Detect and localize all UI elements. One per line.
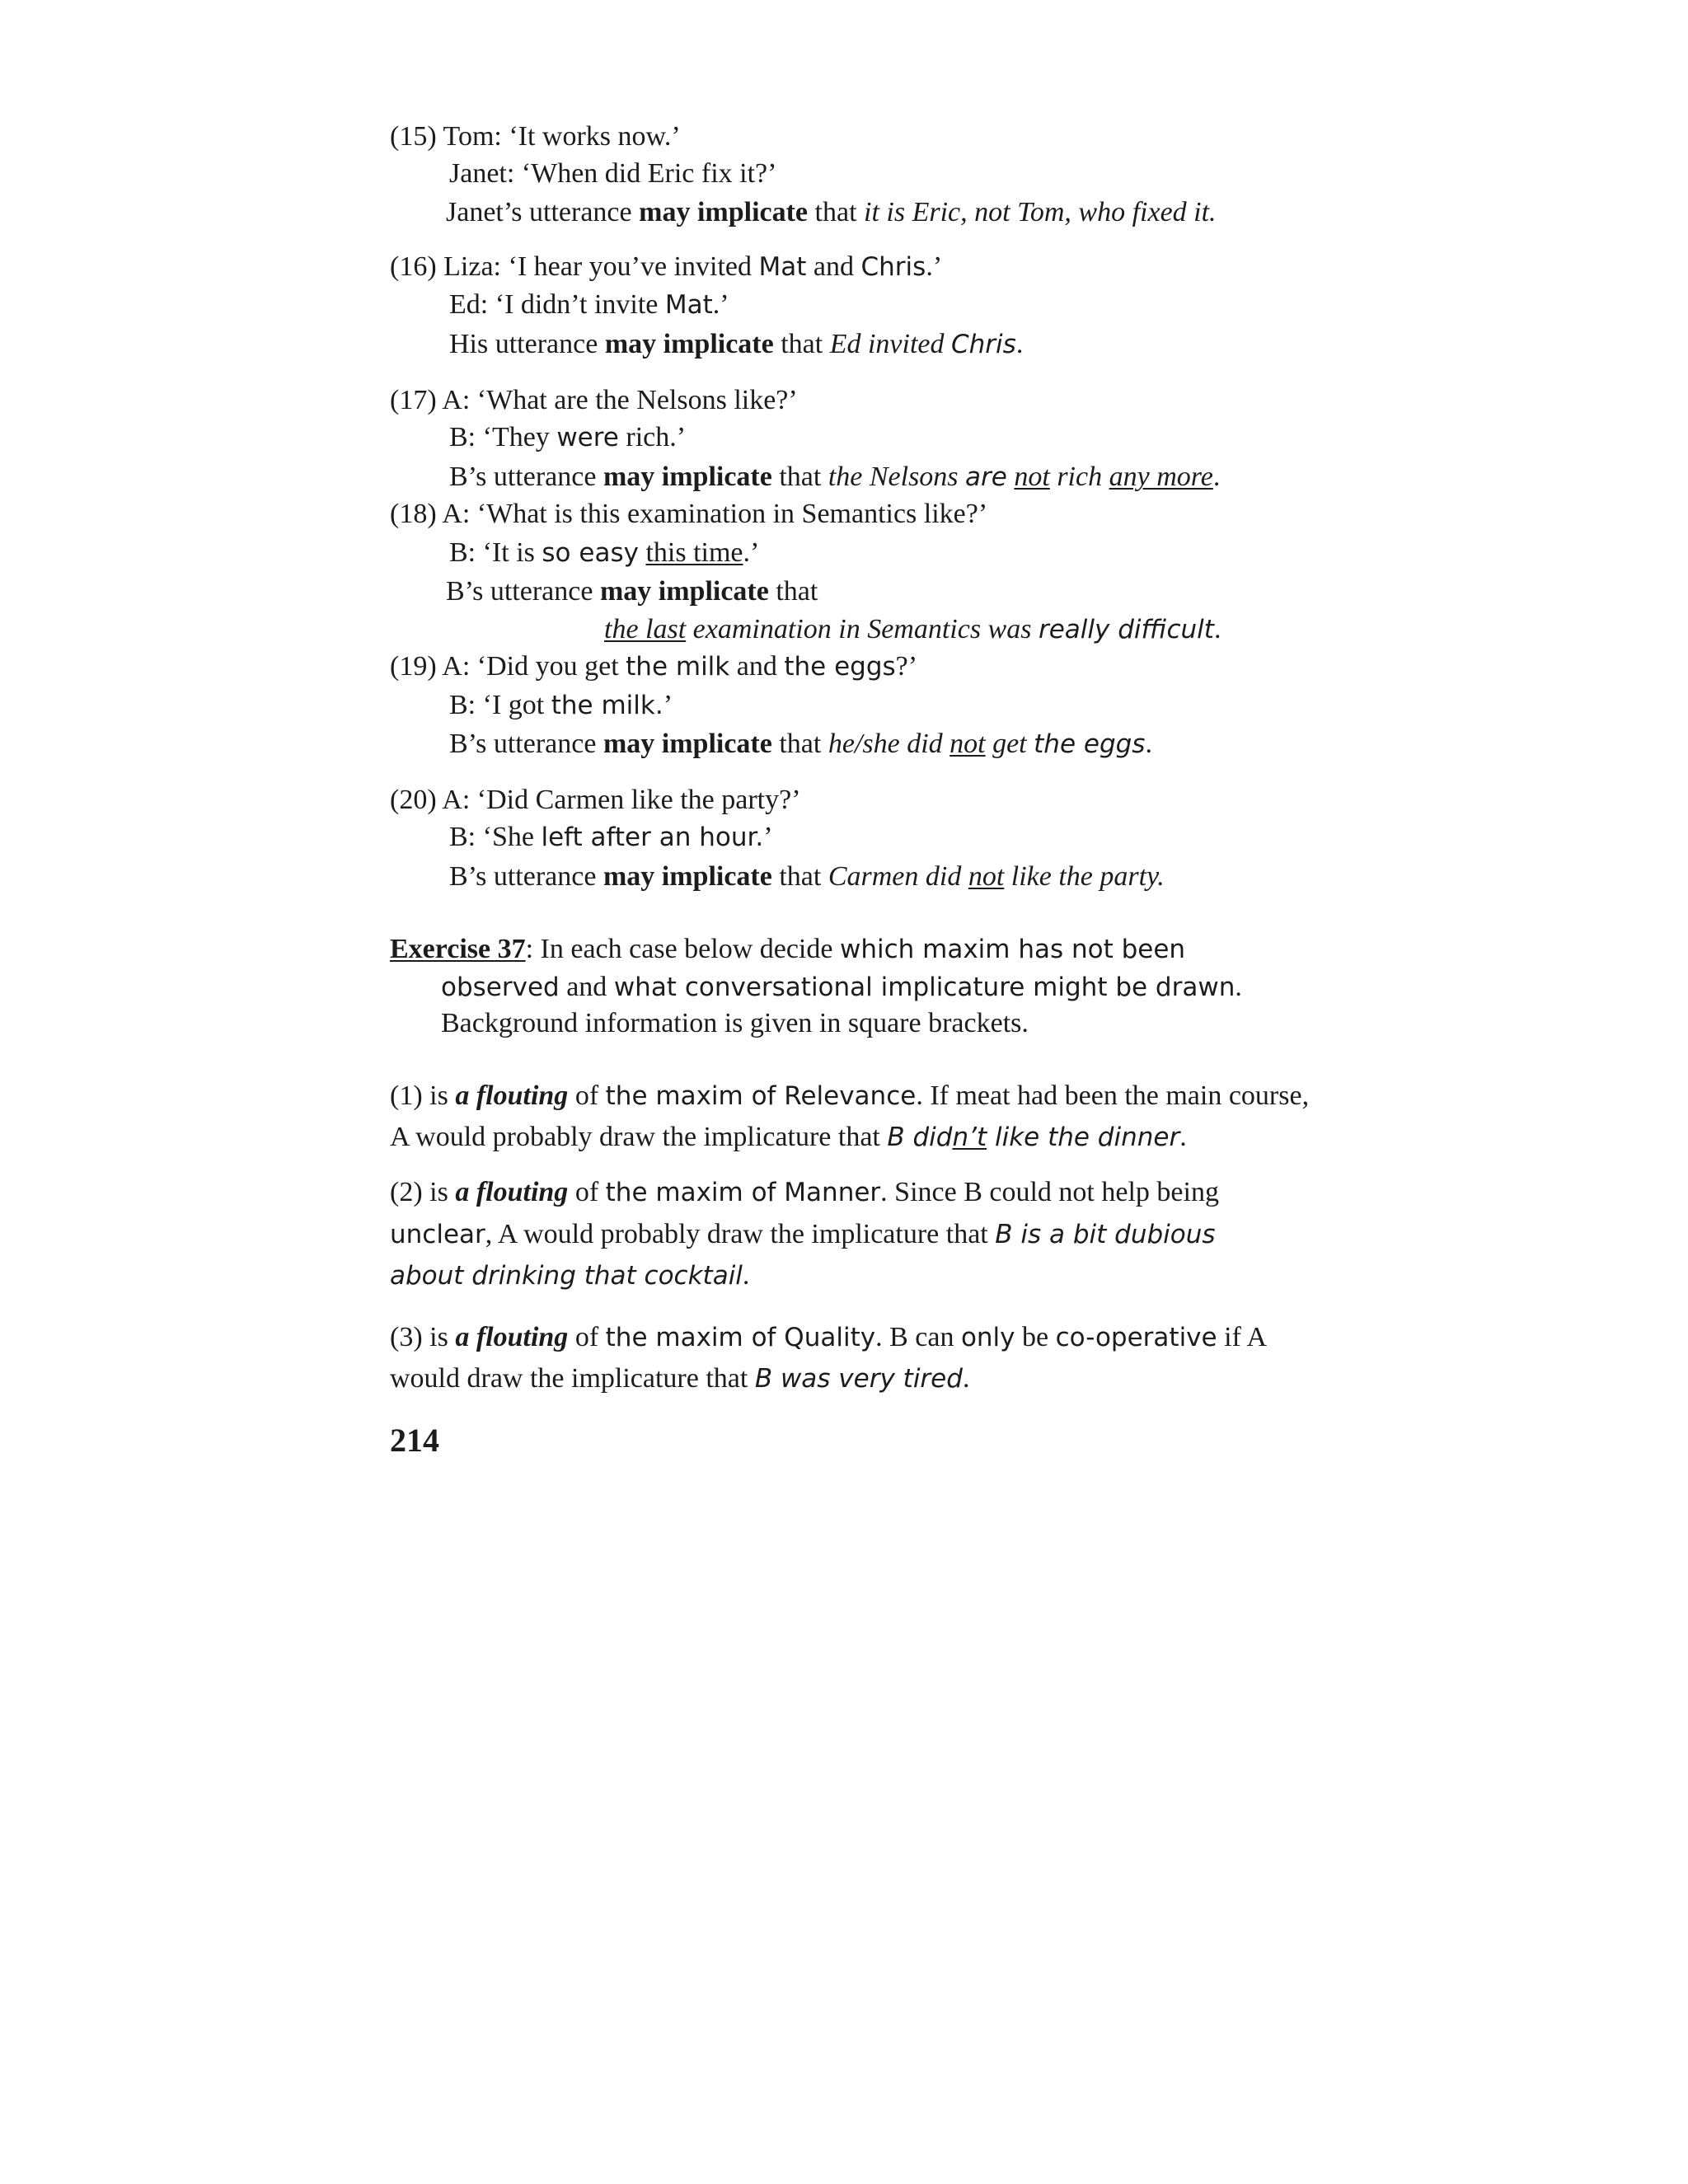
text: . Since B could not help being: [880, 1177, 1219, 1207]
text: that: [773, 329, 830, 359]
text: that: [771, 462, 828, 492]
text: A: ‘Did you get: [442, 651, 626, 682]
example-number: (16): [390, 251, 437, 282]
text: Background information is given in square brackets.: [441, 1008, 1029, 1038]
bold-term: may implicate: [603, 861, 772, 892]
exercise-label: Exercise 37: [390, 934, 526, 964]
text: that: [768, 576, 818, 607]
maxim-name: the maxim of Manner: [605, 1178, 881, 1207]
text: B: ‘She: [449, 822, 542, 852]
text: .: [1015, 329, 1024, 359]
text: ’: [763, 822, 773, 852]
example-15-line-3: [446, 196, 1217, 229]
implicature-text: he/she did: [828, 729, 950, 759]
highlight: the eggs: [784, 652, 896, 682]
dialogue-text: A: ‘What are the Nelsons like?’: [442, 385, 798, 415]
exercise-heading-line-2: [441, 971, 1242, 1004]
text: Liza: ‘I hear you’ve invited: [443, 251, 759, 282]
text: B’s utterance: [449, 861, 603, 892]
implicature-text: get: [985, 729, 1034, 759]
highlight: are: [965, 462, 1007, 492]
implicature-text: B did: [887, 1122, 953, 1152]
bold-italic-term: a flouting: [455, 1080, 569, 1111]
text: .: [1179, 1122, 1187, 1152]
example-20-line-1: [390, 784, 801, 817]
text: that: [771, 729, 828, 759]
bold-italic-term: a flouting: [455, 1322, 569, 1352]
text: of: [568, 1322, 606, 1352]
implicature-text: about drinking that cocktail: [390, 1261, 743, 1291]
text: B: ‘I got: [449, 690, 551, 720]
example-19-line-1: [390, 650, 917, 683]
text: if A: [1217, 1322, 1268, 1352]
bold-term: may implicate: [599, 576, 769, 607]
maxim-name: the maxim of Quality: [605, 1323, 876, 1352]
highlight: the milk: [626, 652, 730, 682]
underlined-text: not: [1014, 462, 1050, 492]
example-number: (19): [390, 651, 437, 682]
text: that: [771, 861, 828, 892]
text: .: [1145, 729, 1152, 759]
underlined-text: the last: [604, 614, 687, 644]
text: , A would probably draw the implicature that: [485, 1219, 996, 1249]
example-18-line-3: [446, 575, 818, 608]
text: B: ‘They: [449, 422, 557, 452]
answer-3-line-1: [390, 1321, 1267, 1354]
highlight: really difficult: [1038, 615, 1214, 644]
name-highlight: Chris: [951, 330, 1016, 359]
maxim-name: the maxim of Relevance: [605, 1081, 917, 1111]
example-15-line-2: [449, 157, 776, 190]
answer-1-line-1: [390, 1080, 1309, 1113]
highlight: what conversational implicature might be drawn: [613, 972, 1236, 1002]
text: .: [962, 1363, 970, 1394]
answer-3-line-2: [390, 1362, 969, 1395]
highlight: observed: [441, 972, 560, 1002]
exercise-heading-line-1: [390, 933, 1185, 966]
text: B’s utterance: [446, 576, 600, 607]
text: ’: [663, 690, 673, 720]
example-number: (15): [390, 121, 437, 152]
text: B’s utterance: [449, 462, 603, 492]
text: ?’: [895, 651, 918, 682]
implicature-text: Carmen did: [828, 861, 968, 892]
example-17-line-1: [390, 384, 798, 417]
text: . B can: [875, 1322, 961, 1352]
answer-2-line-3: [390, 1259, 749, 1292]
bold-italic-term: a flouting: [455, 1177, 569, 1207]
implicature-text: rich: [1049, 462, 1109, 492]
text: rich.’: [618, 422, 687, 452]
name-highlight: Chris: [860, 252, 926, 282]
text: .: [1213, 614, 1221, 644]
highlight: the milk.: [551, 691, 663, 720]
example-15-line-1: [390, 120, 681, 153]
implicature-text: examination in Semantics was: [686, 614, 1039, 644]
underlined-text: not: [968, 861, 1005, 892]
example-18-line-1: [390, 498, 987, 531]
bold-term: may implicate: [603, 729, 772, 759]
text: B’s utterance: [449, 729, 603, 759]
implicature-text: it is Eric, not Tom, who fixed it.: [864, 197, 1217, 227]
text: and: [806, 251, 861, 282]
answer-2-line-2: [390, 1218, 1216, 1251]
text: be: [1015, 1322, 1056, 1352]
name-highlight: Mat: [664, 290, 713, 320]
page-number: 214: [390, 1422, 439, 1459]
text: .: [1212, 462, 1221, 492]
text: Ed: ‘I didn’t invite: [449, 289, 665, 320]
highlight: so easy: [542, 538, 639, 568]
text: and: [729, 651, 785, 682]
text: B: ‘It is: [449, 537, 542, 568]
underlined-text: not: [950, 729, 986, 759]
text: A would probably draw the implicature that: [390, 1122, 888, 1152]
bold-term: may implicate: [604, 329, 774, 359]
example-16-line-3: [449, 328, 1023, 361]
underlined-text: n’t: [952, 1122, 987, 1152]
text: (3) is: [390, 1322, 456, 1352]
answer-2-line-1: [390, 1176, 1219, 1209]
text: .: [742, 1260, 750, 1291]
text: .’: [743, 537, 760, 568]
implicature-text: the Nelsons: [828, 462, 966, 492]
text: .’: [926, 251, 943, 282]
implicature-text: B is a bit dubious: [995, 1220, 1216, 1249]
dialogue-text: A: ‘Did Carmen like the party?’: [442, 785, 801, 815]
underlined-text: this time: [645, 537, 743, 568]
example-number: (17): [390, 385, 437, 415]
dialogue-text: Janet: ‘When did Eric fix it?’: [449, 158, 777, 189]
example-20-line-3: [449, 860, 1165, 893]
example-20-line-2: [449, 821, 773, 854]
highlight: unclear: [390, 1220, 485, 1249]
highlight: co-operative: [1055, 1323, 1217, 1352]
text: would draw the implicature that: [390, 1363, 755, 1394]
example-16-line-2: [449, 288, 729, 321]
highlight: which maxim has not been: [839, 935, 1186, 964]
text: that: [808, 197, 865, 227]
implicature-text: B was very tired: [754, 1364, 963, 1394]
highlight: left after an hour.: [541, 823, 764, 852]
text: .: [1235, 972, 1242, 1002]
answer-1-line-2: [390, 1121, 1187, 1154]
example-16-line-1: [390, 251, 942, 284]
example-number: (18): [390, 499, 437, 529]
text: Janet’s utterance: [446, 197, 640, 227]
name-highlight: Mat: [758, 252, 807, 282]
text: His utterance: [449, 329, 605, 359]
highlight: the eggs: [1034, 729, 1146, 759]
example-18-line-2: [449, 537, 759, 569]
dialogue-text: Tom: ‘It works now.’: [443, 121, 681, 152]
text: .’: [712, 289, 729, 320]
text: . If meat had been the main course,: [916, 1080, 1310, 1111]
text: and: [559, 972, 614, 1002]
text: of: [568, 1177, 606, 1207]
text: of: [568, 1080, 606, 1111]
underlined-text: any more: [1109, 462, 1213, 492]
example-19-line-3: [449, 728, 1152, 761]
example-number: (20): [390, 785, 437, 815]
text: : In each case below decide: [525, 934, 840, 964]
example-18-line-4: [604, 613, 1221, 646]
implicature-text: like the dinner: [987, 1122, 1180, 1152]
implicature-text: Ed invited: [829, 329, 951, 359]
implicature-text: like the party.: [1004, 861, 1165, 892]
bold-term: may implicate: [603, 462, 772, 492]
highlight: only: [960, 1323, 1015, 1352]
example-17-line-3: [449, 461, 1220, 494]
example-19-line-2: [449, 689, 673, 722]
text: (1) is: [390, 1080, 456, 1111]
text: (2) is: [390, 1177, 456, 1207]
dialogue-text: A: ‘What is this examination in Semantics like?’: [442, 499, 988, 529]
highlight: were: [556, 423, 619, 452]
exercise-heading-line-3: [441, 1007, 1029, 1040]
example-17-line-2: [449, 421, 686, 454]
bold-term: may implicate: [639, 197, 809, 227]
